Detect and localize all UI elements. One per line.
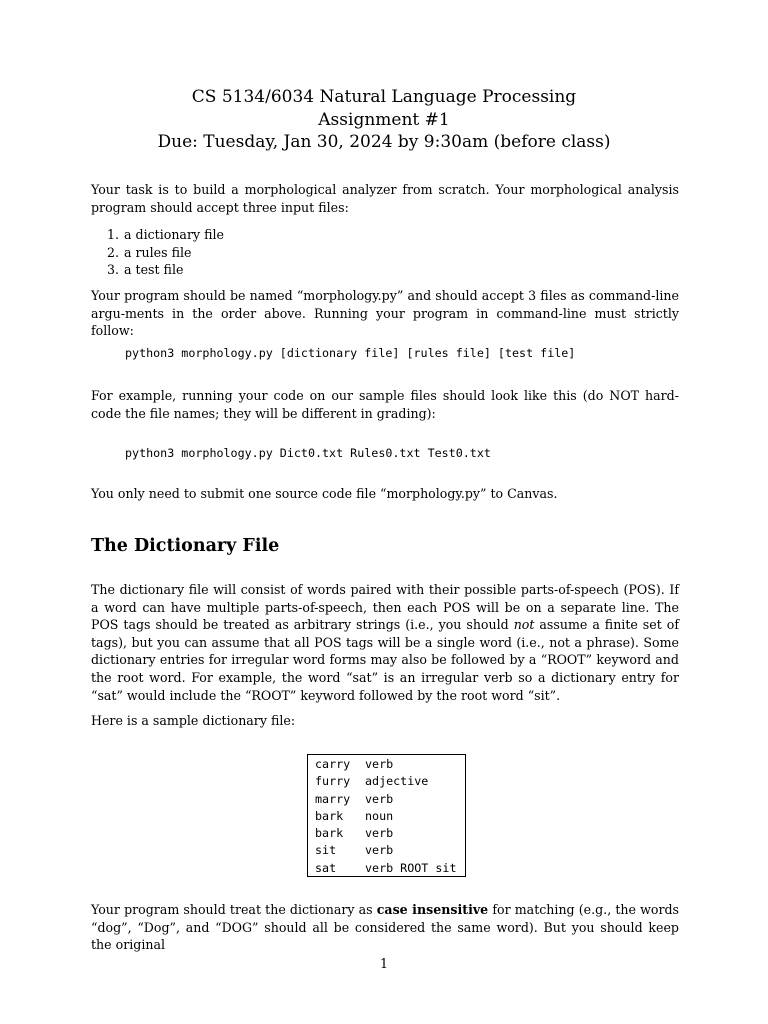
document-title: [0, 86, 768, 154]
entry-word: carry: [315, 757, 351, 771]
entry-word: sat: [315, 860, 337, 875]
list-number: 3.: [107, 262, 120, 278]
text-span: The dictionary file will consist of words paired with their possible parts-of-speech (POS). If a word can have multiple parts-of-speech, then each POS will be on a separate line. The POS tags should be treated as arbitrary strings (i.e., you should: [91, 582, 679, 633]
example-paragraph: For example, running your code on our sample files should look like this (do NOT hard-code the file names; they will be different in grading):: [91, 388, 679, 421]
entry-word: bark: [315, 808, 344, 823]
dictionary-description: [91, 581, 679, 704]
list-item: [107, 261, 224, 279]
text-span: assume a finite set of tags), but you can assume that all POS tags will be a single word (i.e., not a phrase). Some dictionary entries for irregular word forms may also be followed by a “ROOT” keyword and the root word. For example, the word “sat” is an irregular verb so a dictionary entry for “sat” would include the “ROOT” keyword followed by the root word “sit”.: [91, 617, 679, 703]
text-span: Your program should treat the dictionary as: [91, 902, 377, 917]
submit-paragraph: You only need to submit one source code file “morphology.py” to Canvas.: [91, 486, 558, 501]
emphasis-text: not: [513, 617, 535, 633]
entry-word: marry: [315, 791, 351, 806]
list-number: 2.: [107, 244, 120, 260]
sample-intro: Here is a sample dictionary file:: [91, 713, 296, 728]
section-heading: The Dictionary File: [91, 536, 280, 556]
dictionary-entry: [315, 756, 458, 773]
entry-word: sit: [315, 843, 337, 858]
entry-info: verb: [365, 757, 394, 771]
entry-info: verb: [365, 791, 394, 806]
intro-paragraph: Your task is to build a morphological analyzer from scratch. Your morphological analysis program should accept three input files:: [91, 182, 679, 215]
course-title: CS 5134/6034 Natural Language Processing: [191, 87, 577, 107]
list-item: [107, 226, 224, 244]
entry-word: furry: [315, 774, 351, 789]
dictionary-entry: [315, 860, 458, 877]
list-item: [107, 244, 224, 262]
entry-info: verb: [365, 826, 394, 841]
bold-text: case insensitive: [376, 902, 489, 917]
list-item-label: a dictionary file: [124, 227, 224, 242]
sample-dictionary-box: [307, 754, 466, 877]
case-insensitive-paragraph: [91, 901, 679, 954]
dictionary-entry: [315, 791, 458, 808]
list-item-label: a rules file: [124, 244, 192, 260]
usage-paragraph: Your program should be named “morphology.py” and should accept 3 files as command-line argu-ments in the order above. Running your program in command-line must strictly follow:: [91, 288, 679, 339]
due-date: Due: Tuesday, Jan 30, 2024 by 9:30am (before class): [157, 132, 611, 152]
dictionary-entry: [315, 825, 458, 842]
dictionary-entry: [315, 808, 458, 825]
command-template: python3 morphology.py [dictionary file] [rules file] [test file]: [125, 346, 576, 360]
entry-info: verb ROOT sit: [365, 860, 457, 875]
list-item-label: a test file: [124, 262, 184, 278]
dictionary-entry: [315, 842, 458, 859]
entry-word: bark: [315, 826, 344, 841]
dictionary-entry: [315, 773, 458, 790]
entry-info: adjective: [365, 774, 429, 789]
command-example: python3 morphology.py Dict0.txt Rules0.txt Test0.txt: [125, 446, 491, 460]
input-files-list: [107, 226, 224, 279]
assignment-title: Assignment #1: [318, 109, 450, 130]
page-number: 1: [379, 956, 388, 971]
list-number: 1.: [107, 227, 120, 242]
entry-info: verb: [365, 843, 394, 858]
text-span: for matching (e.g., the words “dog”, “Dog”, and “DOG” should all be considered the same word). But you should keep the original: [91, 902, 680, 953]
entry-info: noun: [365, 808, 394, 823]
